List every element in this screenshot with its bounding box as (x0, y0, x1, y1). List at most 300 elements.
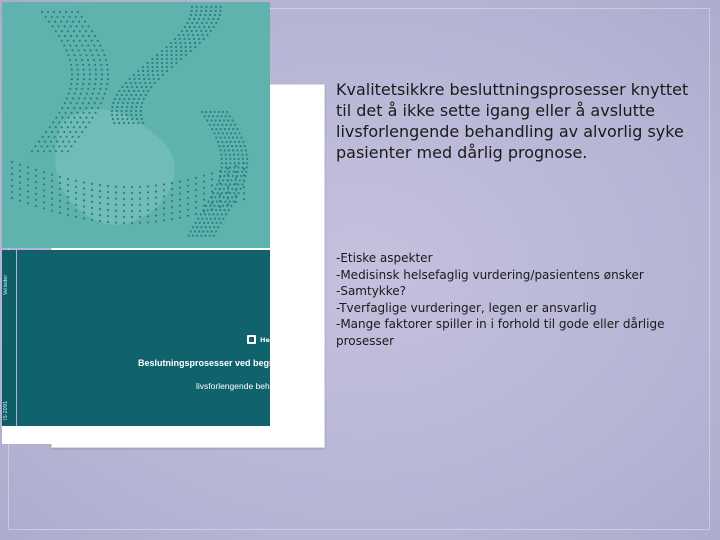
pattern-dot (67, 178, 69, 180)
pattern-dot (145, 94, 147, 96)
pattern-dot (163, 213, 165, 215)
pattern-dot (94, 35, 96, 37)
pattern-dot (222, 218, 224, 220)
pattern-dot (116, 106, 118, 108)
pattern-dot (89, 73, 91, 75)
pattern-dot (130, 82, 132, 84)
pattern-dot (100, 83, 102, 85)
pattern-dot (190, 14, 192, 16)
pattern-dot (206, 22, 208, 24)
pattern-dot (233, 183, 235, 185)
pattern-dot (147, 203, 149, 205)
pattern-dot (194, 42, 196, 44)
pattern-dot (140, 114, 142, 116)
pattern-dot (215, 209, 217, 211)
pattern-dot (107, 203, 109, 205)
pattern-dot (147, 66, 149, 68)
pattern-dot (139, 198, 141, 200)
pattern-dot (198, 38, 200, 40)
pattern-dot (63, 131, 65, 133)
pattern-dot (156, 70, 158, 72)
pattern-dot (210, 10, 212, 12)
pattern-dot (60, 136, 62, 138)
pattern-dot (175, 62, 177, 64)
pattern-dot (203, 211, 205, 213)
pattern-dot (236, 137, 238, 139)
pattern-dot (220, 149, 222, 151)
pattern-dot (180, 46, 182, 48)
pattern-dot (171, 206, 173, 208)
pattern-dot (69, 131, 71, 133)
pattern-dot (224, 149, 226, 151)
pattern-dot (147, 197, 149, 199)
pattern-dot (229, 115, 231, 117)
pattern-dot (229, 201, 231, 203)
pattern-dot (233, 171, 235, 173)
pattern-dot (35, 199, 37, 201)
pattern-dot (34, 145, 36, 147)
pattern-dot (19, 188, 21, 190)
pattern-dot (78, 136, 80, 138)
pattern-dot (199, 222, 201, 224)
pattern-dot (193, 18, 195, 20)
pattern-dot (67, 214, 69, 216)
pattern-dot (225, 192, 227, 194)
pattern-dot (60, 21, 62, 23)
pattern-dot (64, 145, 66, 147)
pattern-dot (37, 150, 39, 152)
pattern-dot (190, 230, 192, 232)
pattern-dot (161, 58, 163, 60)
pattern-dot (99, 59, 101, 61)
pattern-dot (234, 132, 236, 134)
pattern-dot (180, 58, 182, 60)
pattern-dot (83, 187, 85, 189)
pattern-dot (209, 14, 211, 16)
pattern-dot (79, 117, 81, 119)
pattern-dot (207, 230, 209, 232)
pattern-dot (203, 205, 205, 207)
pattern-dot (219, 209, 221, 211)
pattern-dot (144, 82, 146, 84)
pattern-dot (43, 183, 45, 185)
cover-title-panel (17, 250, 270, 426)
pattern-dot (77, 78, 79, 80)
pattern-dot (208, 115, 210, 117)
pattern-dot (221, 124, 223, 126)
pattern-dot (234, 162, 236, 164)
pattern-dot (138, 74, 140, 76)
pattern-dot (139, 204, 141, 206)
pattern-dot (175, 58, 177, 60)
pattern-dot (203, 181, 205, 183)
pattern-dot (188, 38, 190, 40)
pattern-dot (79, 126, 81, 128)
pattern-dot (225, 166, 227, 168)
pattern-dot (11, 191, 13, 193)
pattern-dot (52, 145, 54, 147)
pattern-dot (216, 222, 218, 224)
pattern-dot (206, 119, 208, 121)
pattern-dot (51, 204, 53, 206)
pattern-dot (83, 205, 85, 207)
pattern-dot (201, 6, 203, 8)
pattern-dot (88, 121, 90, 123)
pattern-dot (186, 22, 188, 24)
pattern-dot (35, 193, 37, 195)
pattern-dot (57, 131, 59, 133)
pattern-dot (235, 183, 237, 185)
pattern-dot (237, 171, 239, 173)
pattern-dot (223, 145, 225, 147)
bullet-item: -Tverfaglige vurderinger, legen er ansvarlig (336, 300, 597, 315)
pattern-dot (218, 218, 220, 220)
pattern-dot (239, 179, 241, 181)
pattern-dot (44, 141, 46, 143)
pattern-dot (135, 94, 137, 96)
pattern-dot (11, 167, 13, 169)
pattern-dot (223, 188, 225, 190)
bullet-item: -Etiske aspekter (336, 251, 433, 265)
pattern-dot (27, 196, 29, 198)
pattern-dot (220, 154, 222, 156)
pattern-dot (68, 141, 70, 143)
pattern-dot (91, 189, 93, 191)
pattern-dot (196, 235, 198, 237)
pattern-dot (195, 201, 197, 203)
pattern-dot (180, 50, 182, 52)
pattern-dot (50, 141, 52, 143)
pattern-dot (214, 188, 216, 190)
pattern-dot (131, 192, 133, 194)
pattern-dot (66, 49, 68, 51)
pattern-dot (218, 111, 220, 113)
pattern-dot (75, 204, 77, 206)
pattern-dot (171, 218, 173, 220)
pattern-dot (230, 205, 232, 207)
pattern-dot (151, 58, 153, 60)
pattern-dot (200, 235, 202, 237)
pattern-dot (88, 112, 90, 114)
pattern-dot (235, 196, 237, 198)
pattern-dot (198, 230, 200, 232)
pattern-dot (152, 70, 154, 72)
pattern-dot (205, 226, 207, 228)
pattern-dot (179, 181, 181, 183)
pattern-dot (75, 180, 77, 182)
pattern-dot (187, 191, 189, 193)
pattern-dot (27, 184, 29, 186)
pattern-dot (94, 102, 96, 104)
pattern-dot (235, 177, 237, 179)
pattern-dot (69, 45, 71, 47)
pattern-dot (89, 69, 91, 71)
pattern-dot (87, 59, 89, 61)
pattern-dot (147, 70, 149, 72)
pattern-dot (243, 186, 245, 188)
pattern-dot (76, 64, 78, 66)
pattern-dot (149, 82, 151, 84)
pattern-dot (78, 21, 80, 23)
pattern-dot (228, 128, 230, 130)
pattern-dot (214, 14, 216, 16)
pattern-dot (227, 185, 229, 187)
pattern-dot (189, 26, 191, 28)
pattern-dot (138, 90, 140, 92)
pattern-dot (64, 121, 66, 123)
pattern-dot (75, 59, 77, 61)
pattern-dot (219, 188, 221, 190)
pattern-dot (93, 59, 95, 61)
pattern-dot (191, 10, 193, 12)
pattern-dot (201, 22, 203, 24)
pattern-dot (207, 222, 209, 224)
pattern-dot (196, 226, 198, 228)
pattern-dot (171, 62, 173, 64)
spine-label: Veileder (3, 274, 9, 295)
pattern-dot (100, 64, 102, 66)
pattern-dot (117, 118, 119, 120)
pattern-dot (61, 40, 63, 42)
pattern-dot (206, 218, 208, 220)
pattern-dot (67, 202, 69, 204)
pattern-dot (115, 192, 117, 194)
pattern-dot (213, 132, 215, 134)
pattern-dot (82, 25, 84, 27)
pattern-dot (83, 69, 85, 71)
pattern-dot (117, 102, 119, 104)
pattern-dot (203, 18, 205, 20)
pattern-dot (131, 186, 133, 188)
pattern-dot (134, 78, 136, 80)
pattern-dot (214, 196, 216, 198)
pattern-dot (92, 93, 94, 95)
pattern-dot (228, 149, 230, 151)
pattern-dot (195, 177, 197, 179)
pattern-dot (140, 94, 142, 96)
pattern-dot (231, 196, 233, 198)
pattern-dot (171, 182, 173, 184)
pattern-dot (235, 165, 237, 167)
pattern-dot (223, 119, 225, 121)
pattern-dot (113, 122, 115, 124)
pattern-dot (114, 98, 116, 100)
pattern-dot (211, 184, 213, 186)
pattern-dot (204, 235, 206, 237)
pattern-dot (163, 219, 165, 221)
pattern-dot (187, 209, 189, 211)
pattern-dot (185, 46, 187, 48)
pattern-dot (163, 189, 165, 191)
pattern-dot (171, 212, 173, 214)
pattern-dot (99, 184, 101, 186)
pattern-dot (155, 220, 157, 222)
pattern-dot (70, 145, 72, 147)
pattern-dot (166, 58, 168, 60)
pattern-dot (236, 175, 238, 177)
pattern-dot (223, 209, 225, 211)
pattern-dot (195, 222, 197, 224)
pattern-dot (43, 189, 45, 191)
pattern-dot (64, 25, 66, 27)
pattern-dot (240, 137, 242, 139)
pattern-dot (35, 181, 37, 183)
pattern-dot (187, 185, 189, 187)
pattern-dot (51, 198, 53, 200)
pattern-dot (243, 192, 245, 194)
pattern-dot (208, 26, 210, 28)
pattern-dot (216, 183, 218, 185)
pattern-dot (214, 218, 216, 220)
pattern-dot (156, 62, 158, 64)
pattern-dot (221, 162, 223, 164)
pattern-dot (196, 6, 198, 8)
pattern-dot (170, 42, 172, 44)
pattern-dot (209, 111, 211, 113)
pattern-dot (222, 179, 224, 181)
pattern-dot (101, 69, 103, 71)
pattern-dot (102, 97, 104, 99)
pattern-dot (220, 6, 222, 8)
pattern-dot (79, 54, 81, 56)
pattern-dot (202, 230, 204, 232)
pattern-dot (91, 201, 93, 203)
pattern-dot (222, 111, 224, 113)
pattern-dot (139, 216, 141, 218)
pattern-dot (101, 73, 103, 75)
pattern-dot (166, 50, 168, 52)
pattern-dot (220, 115, 222, 117)
pattern-dot (52, 25, 54, 27)
pattern-dot (219, 137, 221, 139)
pattern-dot (67, 184, 69, 186)
pattern-dot (123, 90, 125, 92)
pattern-dot (99, 45, 101, 47)
pattern-dot (163, 183, 165, 185)
pattern-dot (58, 145, 60, 147)
pattern-dot (228, 175, 230, 177)
cover-subtitle: livsforlengende behandling (196, 381, 298, 391)
pattern-dot (75, 186, 77, 188)
pattern-dot (199, 14, 201, 16)
pattern-dot (244, 145, 246, 147)
pattern-dot (210, 30, 212, 32)
pattern-dot (193, 38, 195, 40)
pattern-dot (213, 26, 215, 28)
pattern-dot (230, 124, 232, 126)
pattern-dot (75, 88, 77, 90)
pattern-dot (115, 186, 117, 188)
logo-text: Helsedirektoratet (260, 335, 325, 344)
pattern-dot (94, 112, 96, 114)
pattern-dot (175, 46, 177, 48)
pattern-dot (131, 118, 133, 120)
pattern-dot (231, 188, 233, 190)
pattern-dot (235, 188, 237, 190)
pattern-dot (107, 221, 109, 223)
pattern-dot (137, 122, 139, 124)
pattern-dot (246, 158, 248, 160)
pattern-dot (219, 14, 221, 16)
pattern-dot (85, 40, 87, 42)
pattern-dot (59, 176, 61, 178)
pattern-dot (91, 195, 93, 197)
pattern-dot (59, 188, 61, 190)
pattern-dot (184, 26, 186, 28)
pattern-dot (126, 106, 128, 108)
pattern-dot (82, 121, 84, 123)
pattern-dot (142, 66, 144, 68)
pattern-dot (73, 54, 75, 56)
pattern-dot (162, 74, 164, 76)
pattern-dot (190, 50, 192, 52)
pattern-dot (140, 110, 142, 112)
pattern-dot (233, 158, 235, 160)
pattern-dot (59, 200, 61, 202)
pattern-dot (225, 115, 227, 117)
pattern-dot (85, 126, 87, 128)
pattern-dot (82, 35, 84, 37)
pattern-dot (84, 21, 86, 23)
pattern-dot (227, 119, 229, 121)
pattern-dot (179, 199, 181, 201)
pattern-dot (151, 66, 153, 68)
pattern-dot (163, 201, 165, 203)
pattern-dot (205, 30, 207, 32)
pattern-dot (147, 215, 149, 217)
pattern-dot (171, 188, 173, 190)
pattern-dot (155, 202, 157, 204)
pattern-dot (96, 97, 98, 99)
pattern-dot (81, 131, 83, 133)
pattern-dot (179, 193, 181, 195)
pattern-dot (128, 90, 130, 92)
pattern-dot (147, 191, 149, 193)
pattern-dot (228, 209, 230, 211)
pattern-dot (221, 166, 223, 168)
pattern-dot (71, 78, 73, 80)
pattern-dot (142, 74, 144, 76)
pattern-dot (156, 66, 158, 68)
pattern-dot (202, 34, 204, 36)
pattern-dot (58, 112, 60, 114)
pattern-dot (240, 188, 242, 190)
pattern-dot (59, 212, 61, 214)
pattern-dot (123, 210, 125, 212)
pattern-dot (178, 34, 180, 36)
pattern-dot (236, 128, 238, 130)
pattern-dot (107, 185, 109, 187)
pattern-dot (41, 11, 43, 13)
pattern-dot (75, 198, 77, 200)
pattern-dot (66, 21, 68, 23)
pattern-dot (195, 189, 197, 191)
pattern-dot (219, 200, 221, 202)
pattern-dot (35, 169, 37, 171)
pattern-dot (222, 132, 224, 134)
pattern-dot (219, 206, 221, 208)
pattern-dot (47, 11, 49, 13)
pattern-dot (207, 209, 209, 211)
pattern-dot (77, 73, 79, 75)
pattern-dot (201, 111, 203, 113)
pattern-dot (175, 50, 177, 52)
bullet-list (336, 250, 706, 349)
pattern-dot (147, 221, 149, 223)
publisher-logo (247, 335, 325, 344)
pattern-dot (135, 106, 137, 108)
pattern-dot (171, 66, 173, 68)
